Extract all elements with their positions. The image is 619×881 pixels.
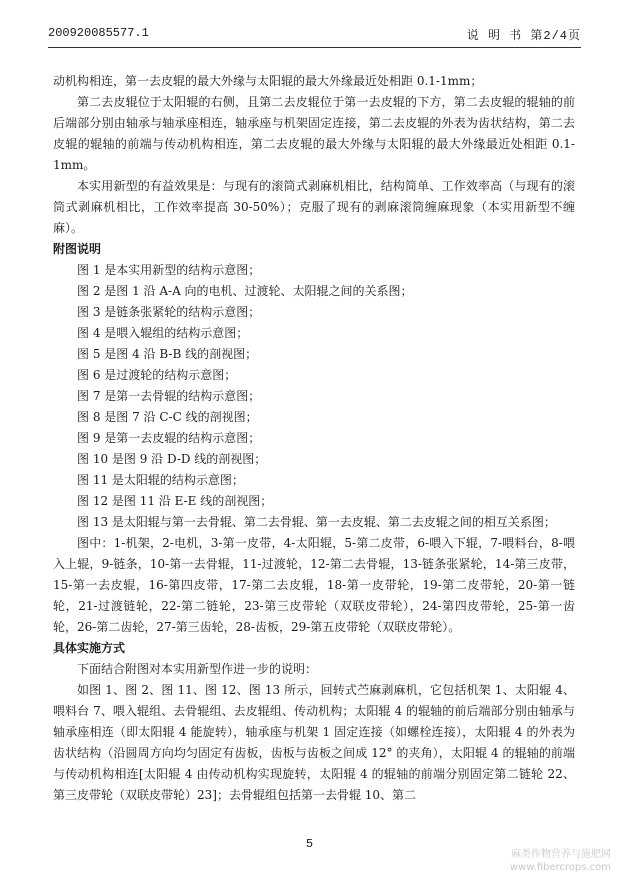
page-number: 5 [305,837,314,851]
figure-item-13: 图 13 是太阳辊与第一去骨辊、第二去骨辊、第一去皮辊、第二去皮辊之间的相互关系图； [77,515,556,529]
figure-item-1: 图 1 是本实用新型的结构示意图； [77,263,261,277]
figure-item-4: 图 4 是喂入辊组的结构示意图； [77,326,249,340]
watermark-title: 麻类作物营养与施肥网 [511,849,611,860]
figure-item-7: 图 7 是第一去骨辊的结构示意图； [77,389,261,403]
paragraph-intro: 下面结合附图对本实用新型作进一步的说明： [77,662,318,676]
figure-item-2: 图 2 是图 1 沿 A-A 向的电机、过渡轮、太阳辊之间的关系图； [77,284,413,298]
paragraph-second-peel-roller: 第二去皮辊位于太阳辊的右侧，且第二去皮辊位于第一去皮辊的下方，第二去皮辊的辊轴的前后端部分别由轴承与轴承座相连，轴承座与机架固定连接，第二去皮辊的外表为齿状结构，第二去皮辊的辊轴的前端与传动机构相连，第二去皮辊的最大外缘与太阳辊的最大外缘最近处相距 0.1-1mm。 [53,95,575,172]
figure-item-10: 图 10 是图 9 沿 D-D 线的剖视图； [77,452,267,466]
watermark-url: www.fibercrops.com [509,862,611,873]
figure-item-11: 图 11 是太阳辊的结构示意图； [77,473,244,487]
paragraph-continued: 动机构相连，第一去皮辊的最大外缘与太阳辊的最大外缘最近处相距 0.1-1mm； [53,74,483,88]
page-header [48,24,581,44]
section-page-label: 说 明 书 第2/4页 [466,29,581,43]
figure-item-3: 图 3 是链条张紧轮的结构示意图； [77,305,261,319]
paragraph-benefits: 本实用新型的有益效果是：与现有的滚筒式剥麻机相比，结构简单、工作效率高（与现有的滚筒式剥麻机相比，工作效率提高 30-50%）；克服了现有的剥麻滚筒缠麻现象（本实用新型不缠麻）。 [53,179,575,235]
figure-item-9: 图 9 是第一去皮辊的结构示意图； [77,431,261,445]
watermark [481,848,611,874]
document-number: 200920085577.1 [48,26,149,40]
figure-item-6: 图 6 是过渡轮的结构示意图； [77,368,237,382]
figure-item-5: 图 5 是图 4 沿 B-B 线的剖视图； [77,347,258,361]
paragraph-embodiment: 如图 1、图 2、图 11、图 12、图 13 所示，回转式苎麻剥麻机，它包括机架 1、太阳辊 4、喂料台 7、喂入辊组、去骨辊组、去皮辊组、传动机构；太阳辊 4 的辊轴的前后端部分别由轴承与轴承座相连（即太阳辊 4 能旋转），轴承座与机架 1 固定连接（如螺栓连接），太阳辊 4 的外表为齿状结构（沿圆周方向均匀固定有齿板，齿板与齿板之间成 12° 的夹角），太阳辊 4 的辊轴的前端与传动机构相连[太阳辊 4 由传动机构实现旋转，太阳辊 4 的辊轴的前端分别固定第二链轮 22、第三皮带轮（双联皮带轮）23]；去骨辊组包括第一去骨辊 10、第二 [53,683,575,802]
paragraph-legend: 图中：1-机架，2-电机，3-第一皮带，4-太阳辊，5-第二皮带，6-喂入下辊，7-喂料台，8-喂入上辊，9-链条，10-第一去骨辊，11-过渡轮，12-第二去骨辊，13-链条张紧轮，14-第三皮带，15-第一去皮辊，16-第四皮带，17-第二去皮辊，18-第一皮带轮，19-第二皮带轮，20-第一链轮，21-过渡链轮，22-第二链轮，23-第三皮带轮（双联皮带轮），24-第四皮带轮，25-第一齿轮，26-第二齿轮，27-第三齿轮，28-齿板，29-第五皮带轮（双联皮带轮）。 [53,536,575,634]
heading-figure-description: 附图说明 [53,242,102,256]
figure-item-8: 图 8 是图 7 沿 C-C 线的剖视图； [77,410,258,424]
heading-implementation: 具体实施方式 [53,641,126,655]
document-body [53,71,575,806]
header-rule [48,47,581,48]
figure-item-12: 图 12 是图 11 沿 E-E 线的剖视图； [77,494,273,508]
